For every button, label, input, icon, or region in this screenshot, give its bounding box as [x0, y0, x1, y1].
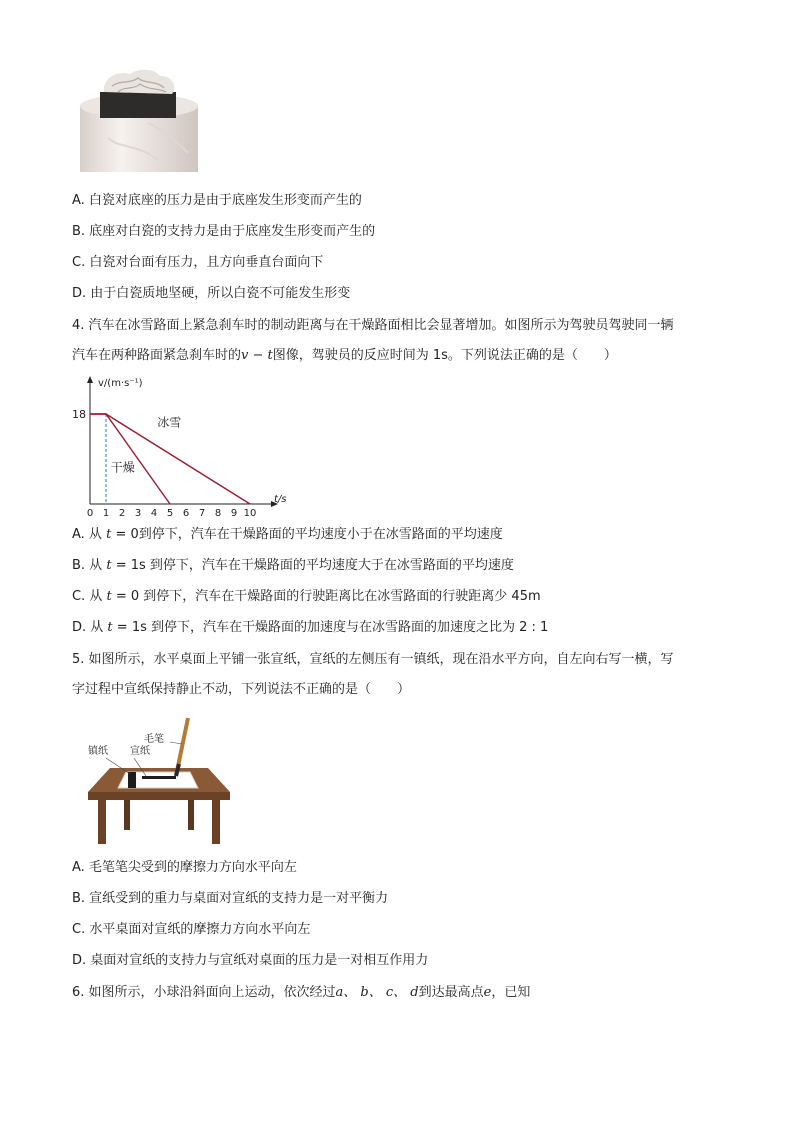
y-axis-arrow — [87, 376, 93, 383]
q4-option-d — [72, 619, 548, 637]
q4-stem-text-b: 图像，驾驶员的反应时间为 1s。下列说法正确的是（ ） — [272, 348, 617, 363]
label-xuanzhi: 宣纸 — [130, 746, 150, 757]
x-tick-label: 2 — [118, 508, 126, 519]
black-base — [100, 92, 176, 118]
q4-stem-line1: 4. 汽车在冰雪路面上紧急刹车时的制动距离与在干燥路面相比会显著增加。如图所示为驾驶员驾驶同一辆 — [72, 318, 674, 333]
x-tick-label: 5 — [166, 508, 174, 519]
x-tick-label: 10 — [243, 508, 257, 519]
q6-points: a、 b、 c、 d — [335, 985, 419, 1000]
q4-option-d-prefix: D. 从 — [72, 620, 104, 635]
q4-option-a — [72, 526, 503, 544]
q6-stem-text-c: ，已知 — [491, 985, 531, 1000]
q3-option-b: B. 底座对白瓷的支持力是由于底座发生形变而产生的 — [72, 224, 376, 239]
q6-point-e: e — [483, 985, 492, 1000]
q3-option-d: D. 由于白瓷质地坚硬，所以白瓷不可能发生形变 — [72, 286, 351, 301]
q3-option-a: A. 白瓷对底座的压力是由于底座发生形变而产生的 — [72, 193, 362, 208]
q4-option-d-text: = 1s 到停下，汽车在干燥路面的加速度与在冰雪路面的加速度之比为 2 : 1 — [116, 620, 549, 635]
vt-chart — [70, 372, 290, 520]
q6-stem-text-b: 到达最高点 — [418, 985, 484, 1000]
q4-stem-text-a: 汽车在两种路面紧急刹车时的 — [72, 348, 242, 363]
porcelain-figure — [78, 68, 200, 172]
desk-leg-back-right — [188, 800, 194, 830]
x-tick-label: 9 — [230, 508, 238, 519]
q5-option-d: D. 桌面对宣纸的支持力与宣纸对桌面的压力是一对相互作用力 — [72, 953, 429, 968]
q4-option-b — [72, 557, 514, 575]
q4-option-c-text: = 0 到停下，汽车在干燥路面的行驶距离比在冰雪路面的行驶距离少 45m — [115, 589, 541, 604]
label-maobi: 毛笔 — [144, 734, 164, 745]
q4-option-b-prefix: B. 从 — [72, 558, 103, 573]
x-tick-label: 6 — [182, 508, 190, 519]
series-label-ice: 冰雪 — [157, 415, 182, 430]
y-tick-label: 18 — [72, 408, 86, 421]
ink-stroke — [142, 776, 176, 779]
q6-stem — [72, 984, 530, 1002]
x-tick-label: 3 — [134, 508, 142, 519]
label-zhenzhi: 镇纸 — [88, 746, 108, 757]
x-tick-label: 8 — [214, 508, 222, 519]
q4-stem-line2 — [72, 347, 617, 365]
desk-figure — [84, 712, 234, 848]
series-label-dry: 干燥 — [110, 460, 135, 475]
q5-stem-line1: 5. 如图所示，水平桌面上平铺一张宣纸，宣纸的左侧压有一镇纸，现在沿水平方向，自左向右写一横，写 — [72, 652, 674, 667]
y-axis-label: v/(m·s⁻¹) — [98, 378, 143, 389]
q4-vt-symbol: v − t — [241, 348, 273, 363]
x-axis-label: t/s — [274, 494, 287, 505]
x-tick-label: 1 — [102, 508, 110, 519]
q4-option-c-var: t — [106, 589, 112, 604]
zhenzhi-weight — [128, 772, 136, 788]
q3-option-c: C. 白瓷对台面有压力，且方向垂直台面向下 — [72, 255, 324, 270]
white-porcelain — [104, 70, 175, 94]
desk-leg-back-left — [124, 800, 130, 830]
q5-stem-line2: 字过程中宣纸保持静止不动，下列说法不正确的是（ ） — [72, 682, 411, 697]
x-tick-label: 4 — [150, 508, 158, 519]
desk-leg-left — [98, 800, 106, 844]
q5-option-c: C. 水平桌面对宣纸的摩擦力方向水平向左 — [72, 922, 311, 937]
q5-option-b: B. 宣纸受到的重力与桌面对宣纸的支持力是一对平衡力 — [72, 891, 389, 906]
x-tick-label: 0 — [86, 508, 94, 519]
q4-option-d-var: t — [107, 620, 113, 635]
q5-option-a: A. 毛笔笔尖受到的摩擦力方向水平向左 — [72, 860, 297, 875]
q4-option-a-prefix: A. 从 — [72, 527, 102, 542]
q4-option-c — [72, 588, 541, 606]
desk-leg-right — [212, 800, 220, 844]
q4-option-b-text: = 1s 到停下，汽车在干燥路面的平均速度大于在冰雪路面的平均速度 — [115, 558, 514, 573]
q4-option-a-var: t — [106, 527, 112, 542]
q6-stem-text-a: 6. 如图所示，小球沿斜面向上运动，依次经过 — [72, 985, 336, 1000]
desk-edge — [88, 792, 230, 800]
q4-option-c-prefix: C. 从 — [72, 589, 103, 604]
q4-option-b-var: t — [106, 558, 112, 573]
q4-option-a-text: = 0到停下，汽车在干燥路面的平均速度小于在冰雪路面的平均速度 — [115, 527, 503, 542]
x-tick-label: 7 — [198, 508, 206, 519]
